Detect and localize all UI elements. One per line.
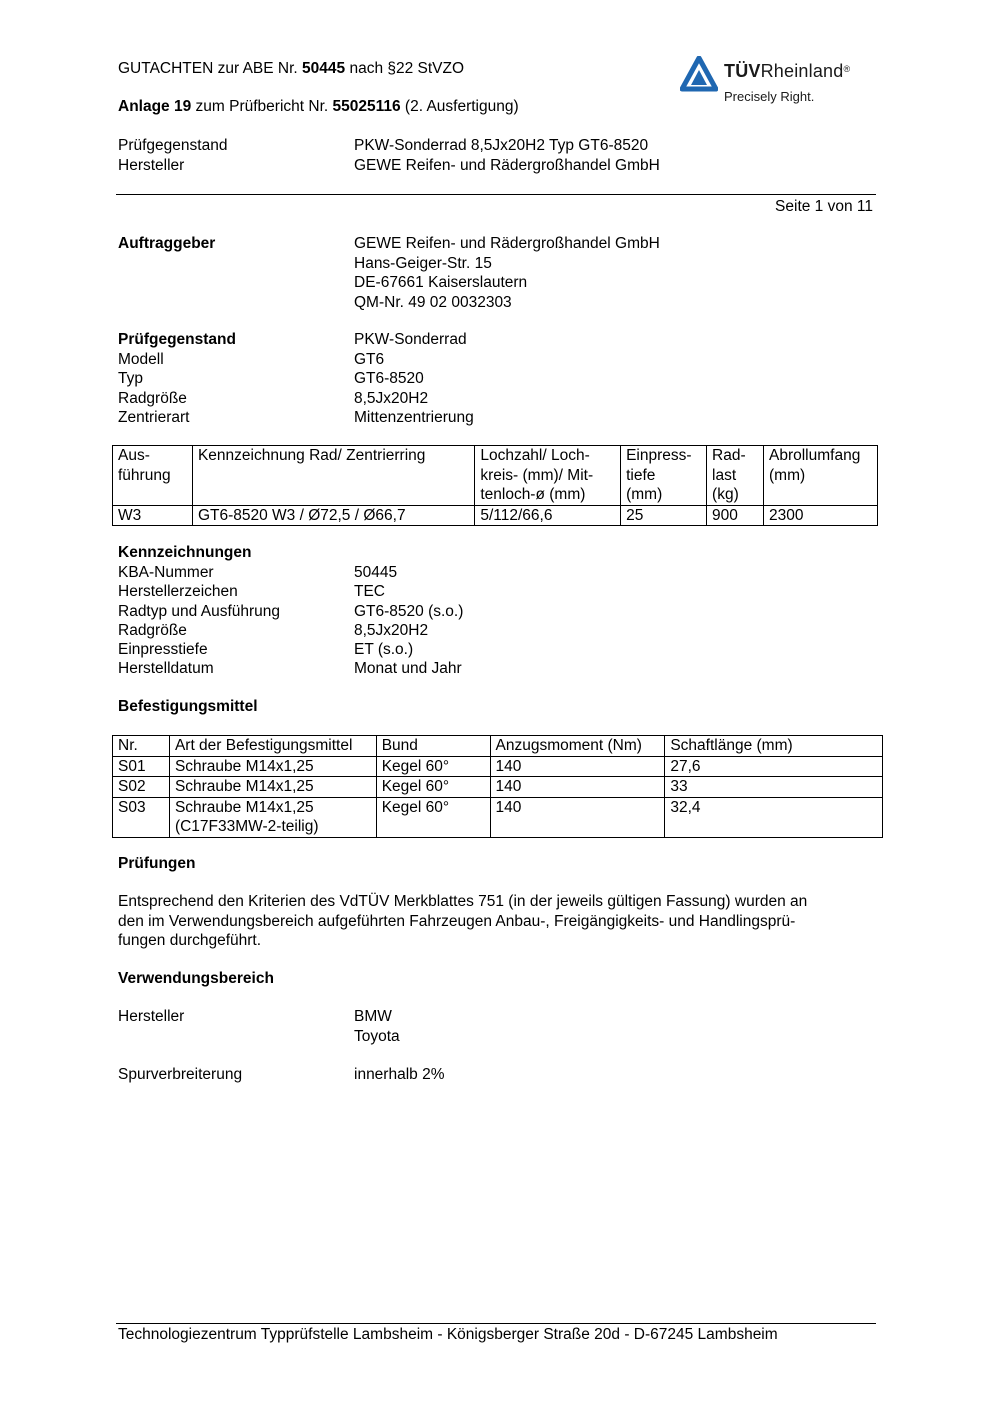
- table-cell: 27,6: [665, 756, 883, 777]
- verwendung-hersteller: Hersteller BMW: [118, 1008, 392, 1025]
- report-subtitle: Anlage 19 zum Prüfbericht Nr. 55025116 (2. Ausfertigung): [118, 98, 519, 115]
- auftraggeber-section: Auftraggeber GEWE Reifen- und Rädergroßhandel GmbH: [118, 235, 660, 252]
- table-header-cell: Lochzahl/ Loch- kreis- (mm)/ Mit- tenloch-ø (mm): [475, 446, 621, 506]
- kennzeichnung-item: Herstellerzeichen TEC: [118, 583, 385, 600]
- table-cell: 140: [490, 756, 665, 777]
- kennzeichnung-item: Radgröße 8,5Jx20H2: [118, 622, 429, 639]
- table-header-cell: Schaftlänge (mm): [665, 736, 883, 757]
- pruefungen-text: Entsprechend den Kriterien des VdTÜV Merkblattes 751 (in der jeweils gültigen Fassung) wurden an den im Verwendungsbereich aufgeführten Fahrzeugen Anbau-, Freigängigkeits- und Handlingsprü- fungen durchgeführt.: [118, 893, 808, 949]
- table-cell: 140: [490, 777, 665, 798]
- table-header-cell: Nr.: [113, 736, 170, 757]
- table-header-cell: Anzugsmoment (Nm): [490, 736, 665, 757]
- auftraggeber-line: Hans-Geiger-Str. 15: [354, 254, 492, 272]
- table-cell: 2300: [764, 505, 878, 526]
- table-row: [113, 505, 878, 526]
- wheel-table: [112, 445, 878, 526]
- kennzeichnung-item: Herstelldatum Monat und Jahr: [118, 660, 462, 677]
- table-header-cell: Bund: [376, 736, 490, 757]
- footer-divider: [116, 1323, 876, 1324]
- table-row: [113, 797, 883, 837]
- pruefgegenstand-item: Zentrierart Mittenzentrierung: [118, 409, 474, 426]
- table-row: [113, 777, 883, 798]
- table-header-row: [113, 736, 883, 757]
- logo-tagline: Precisely Right.: [724, 89, 815, 104]
- pruefgegenstand-section: Prüfgegenstand PKW-Sonderrad: [118, 331, 467, 348]
- verwendung-spurverbreiterung: Spurverbreiterung innerhalb 2%: [118, 1066, 445, 1083]
- table-cell: Kegel 60°: [376, 777, 490, 798]
- table-cell: 5/112/66,6: [475, 505, 621, 526]
- table-cell: Kegel 60°: [376, 797, 490, 837]
- kennzeichnung-item: Einpresstiefe ET (s.o.): [118, 641, 414, 658]
- auftraggeber-line: DE-67661 Kaiserslautern: [354, 274, 528, 291]
- tuv-triangle-icon: [680, 56, 718, 92]
- report-title: GUTACHTEN zur ABE Nr. 50445 nach §22 StVZO: [118, 60, 465, 77]
- header-item-pruefgegenstand: Prüfgegenstand PKW-Sonderrad 8,5Jx20H2 Typ GT6-8520: [118, 137, 649, 154]
- fastener-table: [112, 735, 883, 838]
- table-cell: 32,4: [665, 797, 883, 837]
- table-cell: Schraube M14x1,25: [169, 777, 376, 798]
- table-header-cell: Art der Befestigungsmittel: [169, 736, 376, 757]
- verwendung-hersteller: Toyota: [354, 1027, 400, 1045]
- pruefgegenstand-item: Radgröße 8,5Jx20H2: [118, 389, 429, 407]
- pruefgegenstand-item: Modell GT6: [118, 350, 385, 368]
- table-cell: 900: [707, 505, 764, 526]
- table-cell: S01: [113, 756, 170, 777]
- anlage-label: Anlage 19: [118, 98, 192, 115]
- table-header-cell: Einpress- tiefe (mm): [621, 446, 707, 506]
- table-cell: S02: [113, 777, 170, 798]
- table-cell: 140: [490, 797, 665, 837]
- logo-brand: TÜVRheinland®: [724, 61, 851, 81]
- verwendungsbereich-title: Verwendungsbereich: [118, 970, 274, 987]
- header-divider: [116, 194, 876, 195]
- table-header-cell: Aus- führung: [113, 446, 193, 506]
- table-cell: Schraube M14x1,25 (C17F33MW-2-teilig): [169, 797, 376, 837]
- table-header-cell: Abrollumfang (mm): [764, 446, 878, 506]
- table-header-cell: Kennzeichnung Rad/ Zentrierring: [192, 446, 474, 506]
- table-cell: Schraube M14x1,25: [169, 756, 376, 777]
- table-cell: 25: [621, 505, 707, 526]
- footer-text: Technologiezentrum Typprüfstelle Lambsheim - Königsberger Straße 20d - D-67245 Lambsheim: [118, 1326, 778, 1343]
- table-cell: 33: [665, 777, 883, 798]
- auftraggeber-line: QM-Nr. 49 02 0032303: [354, 293, 512, 311]
- abe-number: 50445: [302, 60, 346, 77]
- pruefungen-title: Prüfungen: [118, 855, 196, 872]
- pruefgegenstand-label: Prüfgegenstand: [118, 331, 236, 348]
- page-number: Seite 1 von 11: [775, 198, 873, 215]
- table-cell: S03: [113, 797, 170, 837]
- header-item-hersteller: Hersteller GEWE Reifen- und Rädergroßhandel GmbH: [118, 156, 660, 174]
- kennzeichnung-item: KBA-Nummer 50445: [118, 563, 398, 581]
- table-header-row: [113, 446, 878, 506]
- table-header-cell: Rad- last (kg): [707, 446, 764, 506]
- kennzeichnung-item: Radtyp und Ausführung GT6-8520 (s.o.): [118, 602, 464, 620]
- tuv-rheinland-logo: [680, 56, 870, 106]
- kennzeichnungen-title: Kennzeichnungen: [118, 544, 252, 561]
- befestigung-title: Befestigungsmittel: [118, 698, 258, 715]
- pruefbericht-number: 55025116: [332, 98, 401, 115]
- table-cell: GT6-8520 W3 / Ø72,5 / Ø66,7: [192, 505, 474, 526]
- auftraggeber-label: Auftraggeber: [118, 235, 216, 252]
- table-cell: W3: [113, 505, 193, 526]
- pruefgegenstand-item: Typ GT6-8520: [118, 370, 424, 387]
- table-row: [113, 756, 883, 777]
- table-cell: Kegel 60°: [376, 756, 490, 777]
